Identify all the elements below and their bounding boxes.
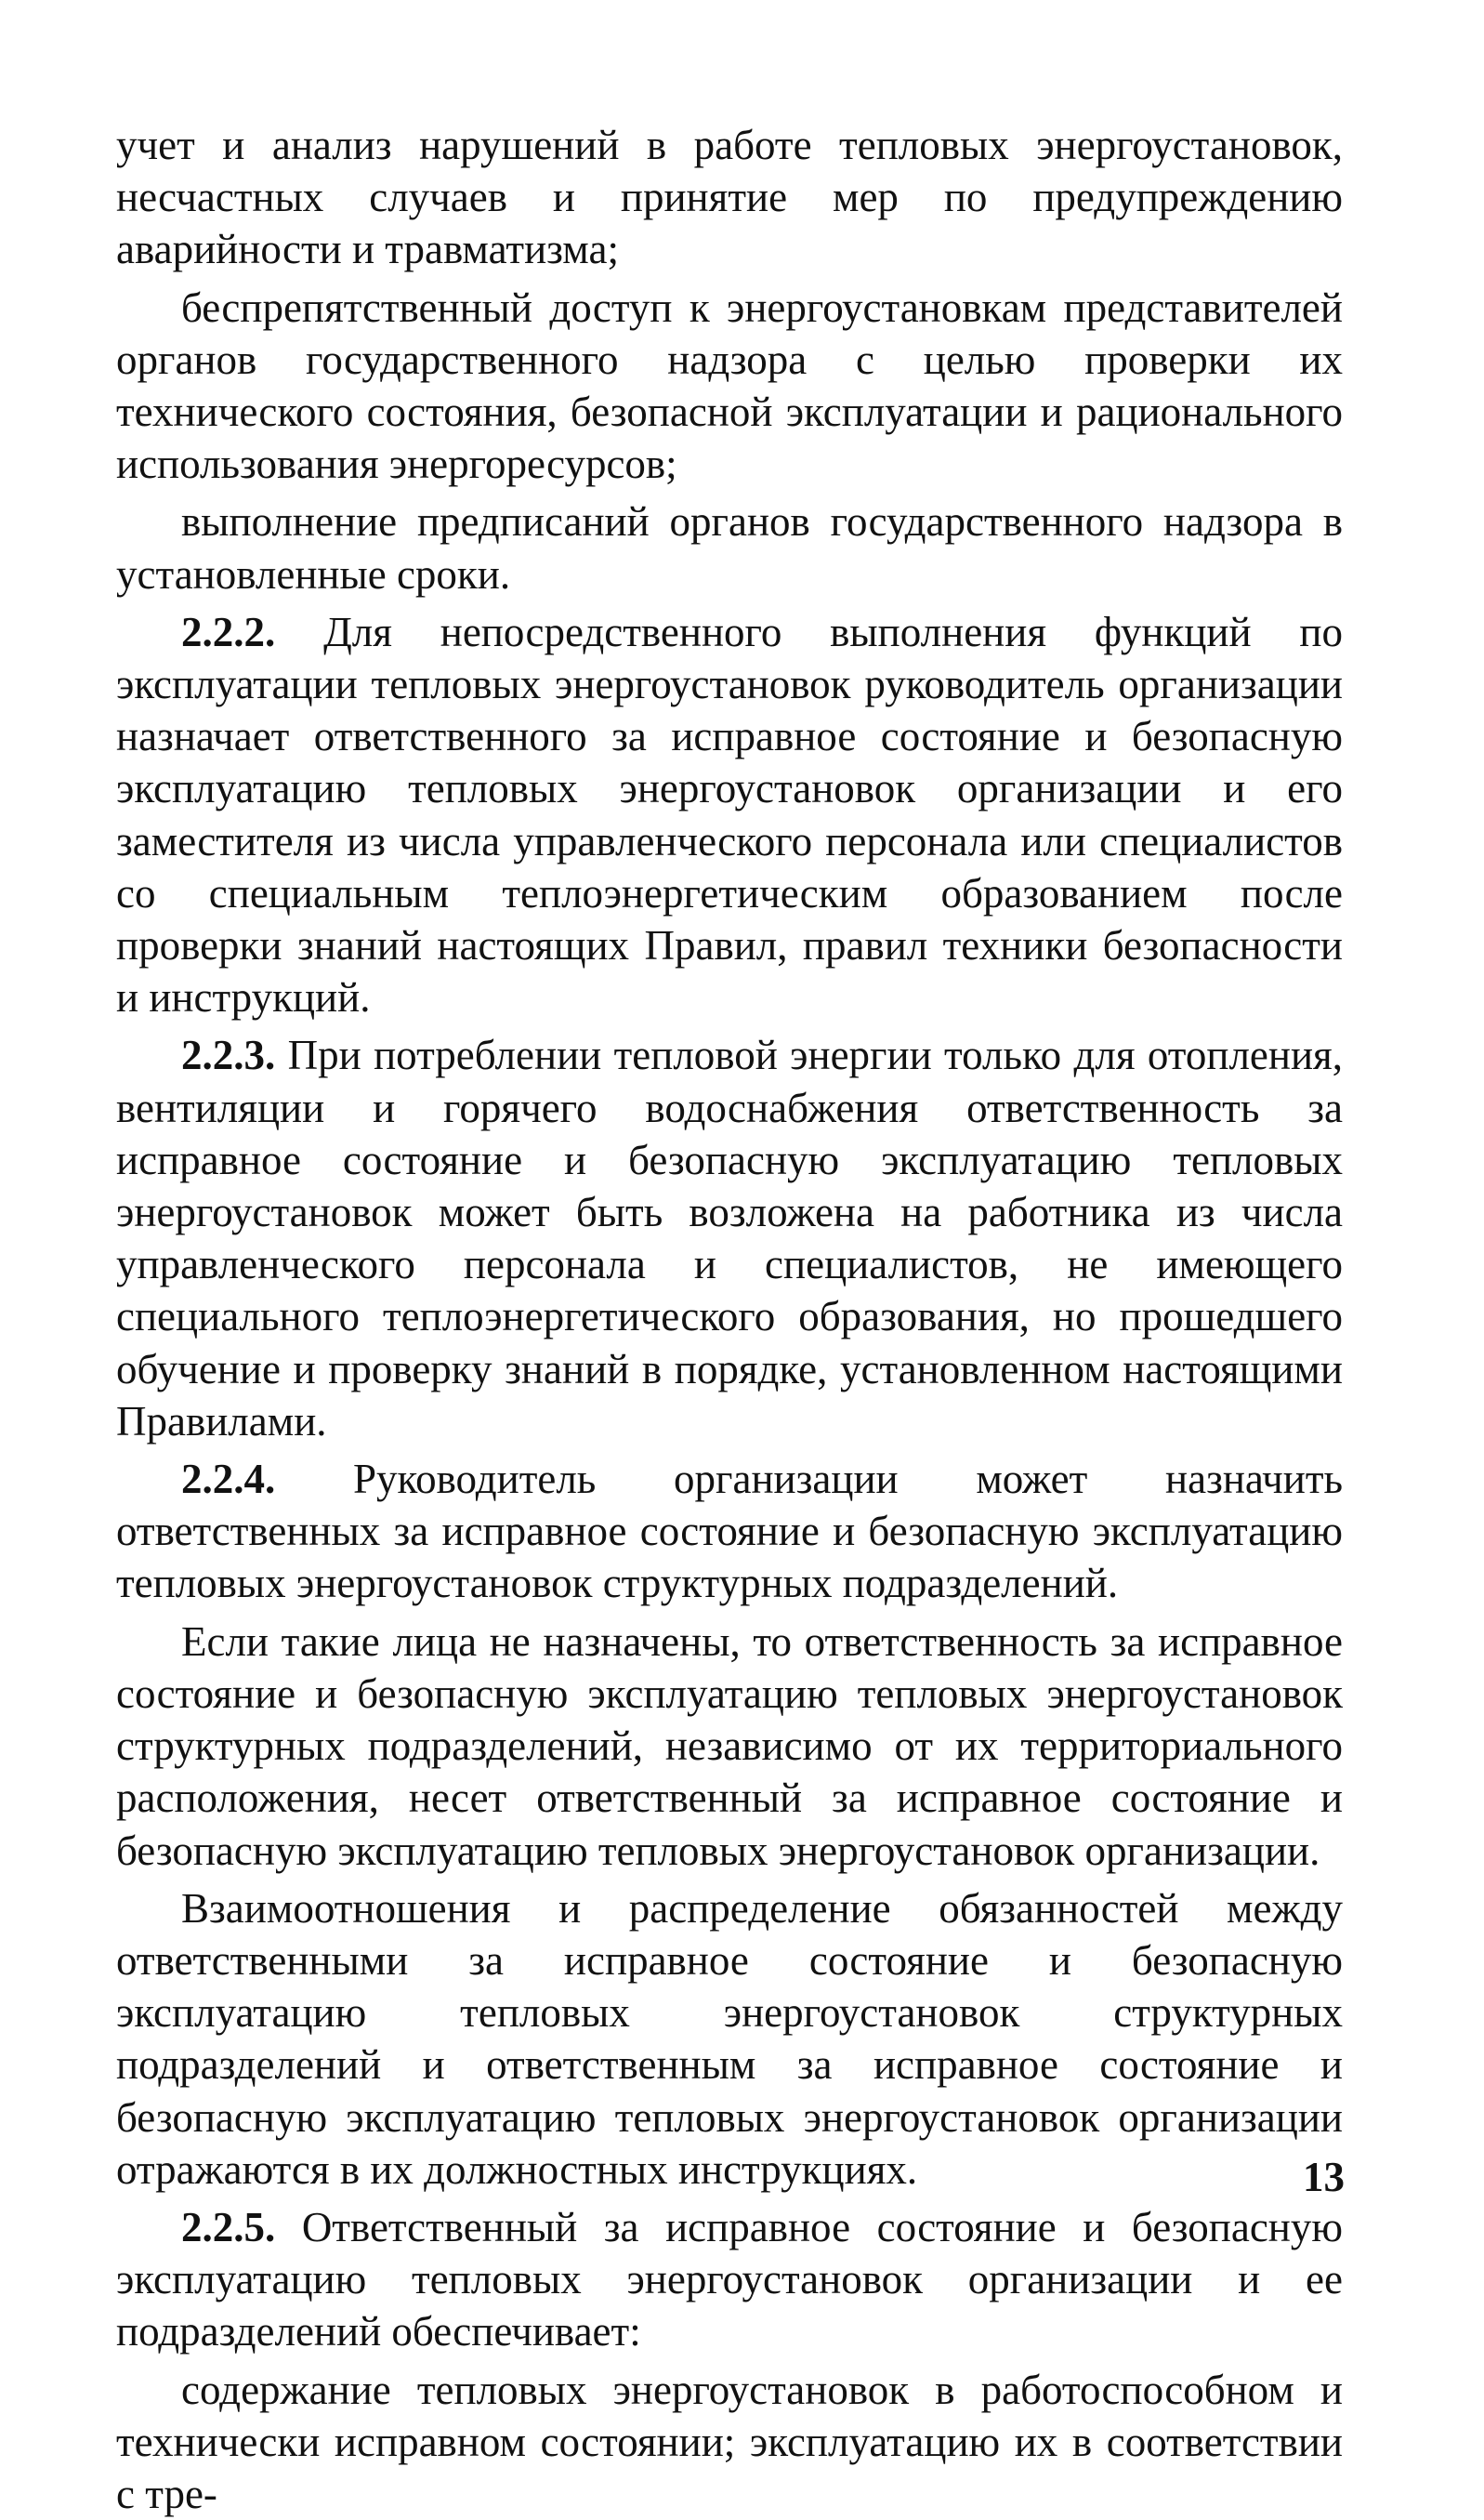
- section-number: 2.2.5.: [181, 2203, 276, 2250]
- paragraph-2-2-3: [116, 1029, 1343, 1447]
- paragraph-1: [116, 119, 1343, 276]
- paragraph-2-2-4: [116, 1453, 1343, 1610]
- paragraph-text: Взаимоотношения и распределение обязанностей между ответственными за исправное состояние и безопасную эксплуатацию тепловых энергоустановок структурных подразделений и ответственным за исправное состояние и безопасную эксплуатацию тепловых энергоустановок организации отражаются в их должностных инструкциях.: [116, 1884, 1343, 2193]
- section-number: 2.2.2.: [181, 608, 276, 655]
- paragraph-text: Руководитель организации может назначить ответственных за исправное состояние и безопасную эксплуатацию тепловых энергоустановок структурных подразделений.: [116, 1456, 1344, 1607]
- paragraph-7: [116, 1616, 1343, 1877]
- paragraph-text: Если такие лица не назначены, то ответственность за исправное состояние и безопасную эксплуатацию тепловых энергоустановок структурных подразделений, независимо от их территориального расположения, несет ответственный за исправное состояние и безопасную эксплуатацию тепловых энергоустановок организации.: [116, 1617, 1343, 1874]
- section-number: 2.2.3.: [181, 1032, 276, 1079]
- paragraph-text: учет и анализ нарушений в работе тепловых энергоустановок, несчастных случаев и принятие мер по предупреждению аварийности и травматизма;: [116, 122, 1343, 273]
- paragraph-2-2-5: [116, 2201, 1343, 2358]
- paragraph-text: выполнение предписаний органов государственного надзора в установленные сроки.: [116, 498, 1343, 598]
- paragraph-8: [116, 1882, 1343, 2196]
- paragraph-text: содержание тепловых энергоустановок в работоспособном и технически исправном состоянии; эксплуатацию их в соответствии с тре-: [116, 2366, 1343, 2517]
- page-number: 13: [1303, 2154, 1345, 2200]
- section-number: 2.2.4.: [181, 1456, 276, 1503]
- paragraph-10: [116, 2364, 1343, 2520]
- paragraph-text: беспрепятственный доступ к энергоустановкам представителей органов государственного надзора с целью проверки их технического состояния, безопасной эксплуатации и рационального использования энергоресурсов;: [116, 284, 1343, 488]
- body-text: [116, 119, 1343, 2520]
- paragraph-text: При потреблении тепловой энергии только для отопления, вентиляции и горячего водоснабжения ответственность за исправное состояние и безопасную эксплуатацию тепловых энергоустановок может быть возложена на работника из числа управленческого персонала и специалистов, не имеющего специального теплоэнергетического образования, но прошедшего обучение и проверку знаний в порядке, установленном настоящими Правилами.: [116, 1032, 1344, 1445]
- paragraph-text: Ответственный за исправное состояние и безопасную эксплуатацию тепловых энергоустановок организации и ее подразделений обеспечивает:: [116, 2203, 1343, 2355]
- paragraph-text: Для непосредственного выполнения функций по эксплуатации тепловых энергоустановок руководитель организации назначает ответственного за исправное состояние и безопасную эксплуатацию тепловых энергоустановок организации и его заместителя из числа управленческого персонала или специалистов со специальным теплоэнергетическим образованием после проверки знаний настоящих Правил, правил техники безопасности и инструкций.: [116, 608, 1343, 1022]
- paragraph-2-2-2: [116, 606, 1343, 1024]
- paragraph-3: [116, 495, 1343, 600]
- paragraph-2: [116, 282, 1343, 491]
